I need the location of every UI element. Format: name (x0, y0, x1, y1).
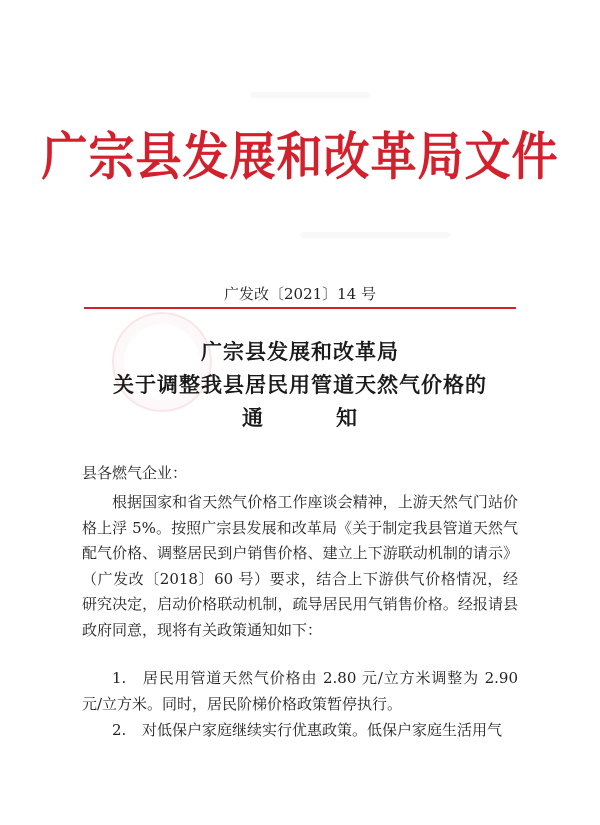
show-through-mark (300, 232, 450, 238)
notice-subject: 关于调整我县居民用管道天然气价格的 (113, 372, 487, 397)
notice-type-right: 知 (336, 405, 358, 430)
red-divider-line (84, 307, 516, 309)
document-number: 广发改〔2021〕14 号 (223, 285, 377, 303)
list-item (82, 666, 518, 717)
list-item-text: 对低保户家庭继续实行优惠政策。低保户家庭生活用气 (142, 721, 503, 739)
body-paragraph: 根据国家和省天然气价格工作座谈会精神，上游天然气门站价格上浮 5%。按照广宗县发展和改革局《关于制定我县管道天然气配气价格、调整居民到户销售价格、建立上下游联动机制的请示》（广发改〔2018〕60 号）要求，结合上下游供气价格情况，经研究决定，启动价格联动机制，疏导居民用气销售价格。经报请县政府同意，现将有关政策通知如下： (82, 493, 518, 639)
show-through-mark (250, 92, 370, 98)
list-item-number: 1. (112, 669, 127, 687)
salutation: 县各燃气企业： (82, 464, 188, 482)
notice-issuer: 广宗县发展和改革局 (201, 339, 399, 364)
letterhead-title: 广宗县发展和改革局文件 (41, 126, 559, 187)
list-item-text: 居民用管道天然气价格由 2.80 元/立方米调整为 2.90 元/立方米。同时，居民阶梯价格政策暂停执行。 (82, 669, 518, 713)
notice-type-left: 通 (242, 405, 264, 430)
list-item (82, 718, 518, 744)
list-item-number: 2. (112, 721, 127, 739)
notice-type (0, 402, 600, 432)
